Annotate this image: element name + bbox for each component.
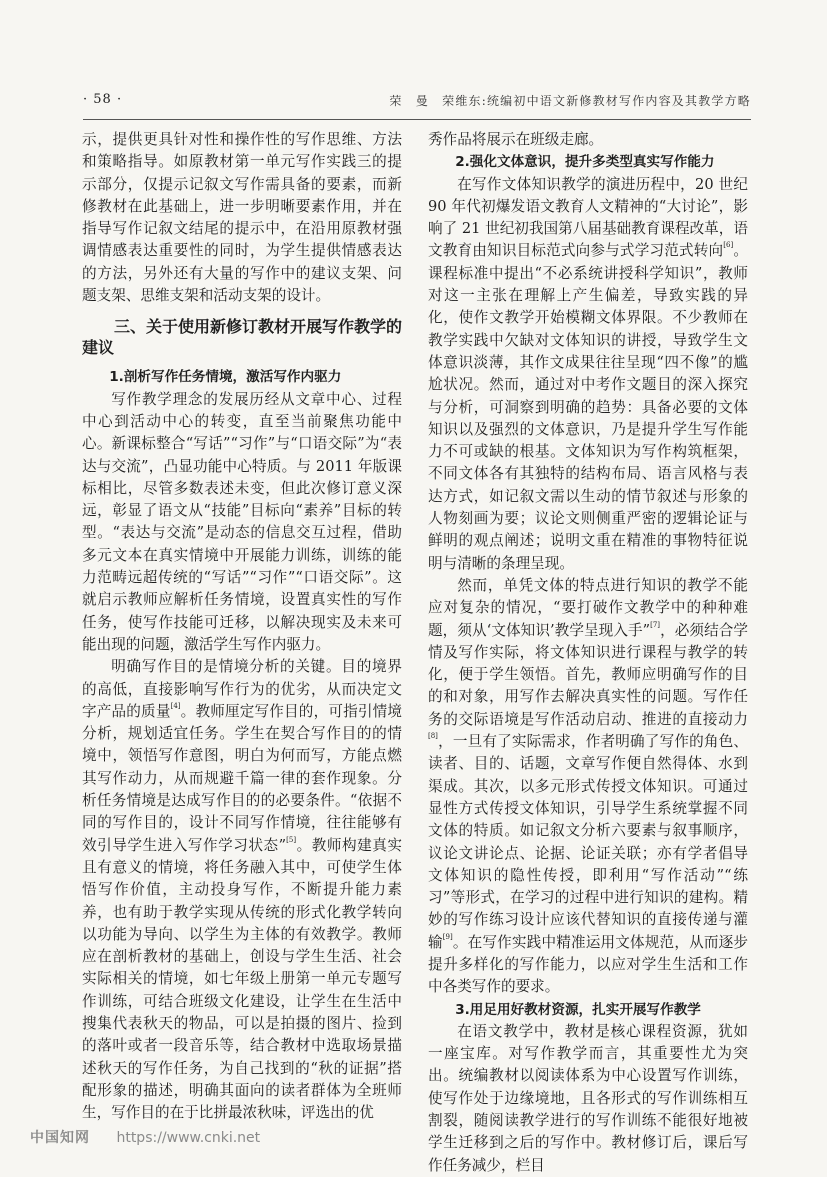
text-run: 。课程标准中提出“不必系统讲授科学知识”，教师对这一主张在理解上产生偏差，导致实践的异化，使作文教学开始模糊文体界限。不少教师在教学实践中欠缺对文体知识的讲授，导致学生文体意识淡薄，其作文成果往往呈现“四不像”的尴尬状况。然而，通过对中考作文题目的深入探究与分析，可洞察到明确的趋势：具备必要的文体知识以及强烈的文体意识，乃是提升学生写作能力不可或缺的根基。文体知识为写作构筑框架，不同文体各有其独特的结构布局、语言风格与表达方式，如记叙文需以生动的情节叙述与形象的人物刻画为要；议论文则侧重严密的逻辑论证与鲜明的观点阐述；说明文重在精准的事物特征说明与清晰的条理呈现。 [428, 242, 748, 572]
text-run: ，必须结合学情及写作实际，将文体知识进行课程与教学的转化，便于学生领悟。首先，教师应明确写作的目的和对象，用写作去解决真实性的问题。写作任务的交际语境是写作活动启动、推进的直接动力 [428, 621, 748, 728]
subsection-heading: 3.用足用好教材资源，扎实开展写作教学 [455, 1001, 701, 1018]
citation-ref[interactable]: [7] [650, 620, 661, 629]
cnki-logo: 中国知网 [30, 1130, 90, 1146]
citation-ref[interactable]: [9] [442, 932, 453, 941]
subsection-heading: 1.剖析写作任务情境，激活写作内驱力 [109, 369, 342, 386]
paragraph [428, 575, 748, 999]
text-run: 。在写作实践中精准运用文体规范，从而逐步提升多样化的写作能力，以应对学生生活和工作中各类写作的要求。 [428, 933, 748, 996]
paragraph: 示，提供更具针对性和操作性的写作思维、方法和策略指导。如原教材第一单元写作实践三的提示部分，仅提示记叙文写作需具备的要素，而新修教材在此基础上，进一步明晰要素作用，并在指导写作记叙文结尾的提示中，在沿用原教材强调情感表达重要性的同时，为学生提供情感表达的方法，另外还有大量的写作中的建议支架、问题支架、思维支架和活动支架的设计。 [82, 131, 402, 305]
paragraph: 秀作品将展示在班级走廊。 [428, 131, 604, 148]
running-title: 荣 曼 荣维东:统编初中语文新修教材写作内容及其教学方略 [389, 94, 751, 108]
text-run: 。教师构建真实且有意义的情境，将任务融入其中，可使学生体悟写作价值，主动投身写作，不断提升能力素养，也有助于教学实现从传统的形式化教学转向以功能为导向、以学生为主体的有效教学。教师应在剖析教材的基础上，创设与学生生活、社会实际相关的情境，如七年级上册第一单元专题写作训练，可结合班级文化建设，让学生在生活中搜集代表秋天的物品，可以是拍摄的图片、捡到的落叶或者一段音乐等，结合教材中选取场景描述秋天的写作任务，为自己找到的“秋的证据”搭配形象的描述，明确其面向的读者群体为全班师生，写作目的在于比拼最浓秋味，评选出的优 [82, 836, 402, 1122]
text-run: ，一旦有了实际需求，作者明确了写作的角色、读者、目的、话题，文章写作便自然得体、水到渠成。其次，以多元形式传授文体知识。可通过显性方式传授文体知识，引导学生系统掌握不同文体的特质。如记叙文分析六要素与叙事顺序，议论文讲论点、论据、论证关联；亦有学者倡导文体知识的隐性传授，即利用“写作活动”“练习”等形式，在学习的过程中进行知识的建构。精妙的写作练习设计应该代替知识的直接传递与灌输 [428, 733, 748, 951]
subsection-heading: 2.强化文体意识，提升多类型真实写作能力 [455, 154, 715, 171]
text-run: 。教师厘定写作目的，可指引情境分析，规划适宜任务。学生在契合写作目的的情境中，领悟写作意图，明白为何而写，方能点燃其写作动力，从而规避千篇一律的套作现象。分析任务情境是达成写作目的的必要条件。“依据不同的写作目的，设计不同写作情境，往往能够有效引导学生进入写作学习状态” [82, 702, 402, 854]
left-column [82, 129, 402, 1124]
section-heading: 三、关于使用新修订教材开展写作教学的建议 [82, 317, 403, 358]
page-number: · 58 · [83, 92, 123, 107]
citation-ref[interactable]: [5] [286, 835, 297, 844]
citation-ref[interactable]: [4] [170, 701, 181, 710]
paragraph [82, 656, 402, 1124]
paragraph: 在语文教学中，教材是核心课程资源，犹如一座宝库。对写作教学而言，其重要性尤为突出。统编教材以阅读体系为中心设置写作训练，使写作处于边缘境地，且各形式的写作训练相互割裂，随阅读教学进行的写作训练不能很好地被学生迁移到之后的写作中。教材修订后，课后写作任务减少，栏目 [428, 1022, 748, 1174]
citation-ref[interactable]: [6] [723, 241, 734, 250]
page-footer [30, 1127, 260, 1147]
text-run: 在写作文体知识教学的演进历程中，20 世纪 90 年代初爆发语文教育人文精神的“大讨论”，影响了 21 世纪初我国第八届基础教育课程改革，语文教育由知识目标范式向参与式学习范式转向 [428, 175, 748, 260]
text-run: 明确写作目的是情境分析的关键。目的境界的高低，直接影响写作行为的优劣，从而决定文字产品的质量 [82, 658, 402, 720]
paragraph: 写作教学理念的发展历经从文章中心、过程中心到活动中心的转变，直至当前聚焦功能中心。新课标整合“写话”“习作”与“口语交际”为“表达与交流”，凸显功能中心特质。与 2011 年版课标相比，尽管多数表述未变，但此次修订意义深远，彰显了语文从“技能”目标向“素养”目标的转型。“表达与交流”是动态的信息交互过程，借助多元文本在真实情境中开展能力训练，训练的能力范畴远超传统的“写话”“习作”“口语交际”。这就启示教师应解析任务情境，设置真实性的写作任务，使写作技能可迁移，以解决现实及未来可能出现的问题，激活学生写作内驱力。 [82, 390, 402, 653]
header-rule [83, 119, 751, 120]
page-header [83, 92, 751, 114]
right-column [428, 129, 748, 1177]
paragraph [428, 174, 748, 575]
citation-ref[interactable]: [8] [428, 732, 438, 741]
text-run: 然而，单凭文体的特点进行知识的教学不能应对复杂的情况，“要打破作文教学中的种种难题，须从‘文体知识’教学呈现入手” [428, 576, 748, 639]
footer-url[interactable]: https://www.cnki.net [116, 1130, 261, 1146]
